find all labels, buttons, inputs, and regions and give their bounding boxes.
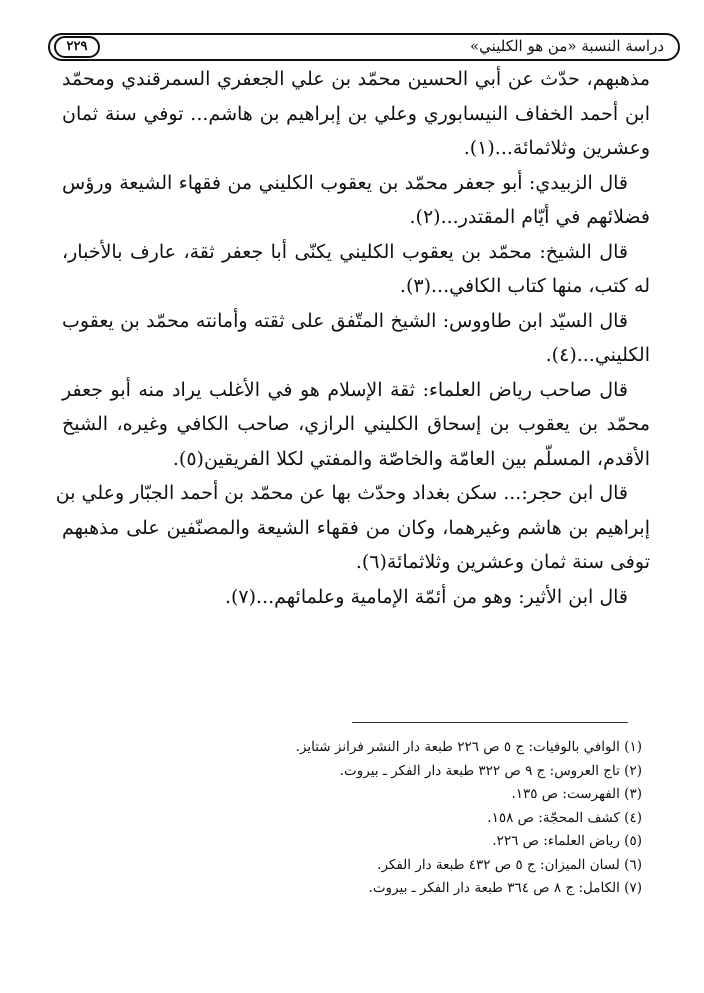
page-number: ٢٢٩ (54, 36, 100, 58)
text-line: قال السيّد ابن طاووس: الشيخ المتّفق على ثقته وأمانته محمّد بن يعقوب (62, 309, 628, 332)
text-line: الأقدم، المسلّم بين العامّة والخاصّة والمفتي لكلا الفريقين(٥). (172, 447, 650, 470)
footnotes (296, 736, 642, 901)
text-line: قال صاحب رياض العلماء: ثقة الإسلام هو في الأغلب يراد منه أبو جعفر (62, 378, 628, 401)
footnote: (٣) الفهرست: ص ١٣٥. (511, 786, 642, 802)
paragraph (62, 235, 650, 304)
footnote: (٥) رياض العلماء: ص ٢٢٦. (492, 833, 642, 849)
footnote: (٤) كشف المحجّة: ص ١٥٨. (487, 809, 642, 826)
text-line: وعشرين وثلاثمائة...(١). (463, 137, 650, 159)
paragraph (62, 580, 650, 615)
footnote: (١) الوافي بالوفيات: ج ٥ ص ٢٢٦ طبعة دار النشر فرانز شتايز. (295, 739, 642, 755)
text-line: توفى سنة ثمان وعشرين وثلاثمائة(٦). (355, 551, 650, 573)
footnote-divider (352, 722, 628, 723)
paragraph (62, 166, 650, 235)
paragraph (62, 62, 650, 166)
footnote: (٦) لسان الميزان: ج ٥ ص ٤٣٢ طبعة دار الفكر. (377, 856, 642, 873)
text-line: مذهبهم، حدّث عن أبي الحسين محمّد بن علي الجعفري السمرقندي ومحمّد (62, 68, 650, 90)
footnote: (٢) تاج العروس: ج ٩ ص ٣٢٢ طبعة دار الفكر ـ بيروت. (339, 762, 642, 779)
text-line: إبراهيم بن هاشم وغيرهما، وكان من فقهاء الشيعة والمصنّفين على مذهبهم (62, 516, 650, 539)
body-text (55, 62, 650, 614)
text-line: قال الزبيدي: أبو جعفر محمّد بن يعقوب الكليني من فقهاء الشيعة ورؤس (62, 171, 628, 194)
text-line: ابن أحمد الخفاف النيسابوري وعلي بن إبراهيم بن هاشم... توفي سنة ثمان (62, 102, 650, 125)
text-line: قال الشيخ: محمّد بن يعقوب الكليني يكنّى أبا جعفر ثقة، عارف بالأخبار، (62, 240, 628, 263)
paragraph (62, 373, 650, 477)
text-line: له كتب، منها كتاب الكافي...(٣). (399, 275, 650, 297)
header-title: دراسة النسبة «من هو الكليني» (470, 37, 664, 55)
text-line: محمّد بن يعقوب بن إسحاق الكليني الرازي، صاحب الكافي وغيره، الشيخ (62, 413, 650, 435)
running-header (48, 33, 680, 61)
paragraph (62, 304, 650, 373)
text-line: فضلائهم في أيّام المقتدر...(٢). (409, 206, 650, 228)
text-line: قال ابن الأثير: وهو من أئمّة الإمامية وعلمائهم...(٧). (224, 585, 628, 608)
text-line: الكليني...(٤). (545, 344, 650, 366)
footnote: (٧) الكامل: ج ٨ ص ٣٦٤ طبعة دار الفكر ـ بيروت. (368, 880, 642, 896)
paragraph (55, 476, 650, 580)
text-line: قال ابن حجر:... سكن بغداد وحدّث بها عن محمّد بن أحمد الجبّار وعلي بن (55, 482, 628, 504)
